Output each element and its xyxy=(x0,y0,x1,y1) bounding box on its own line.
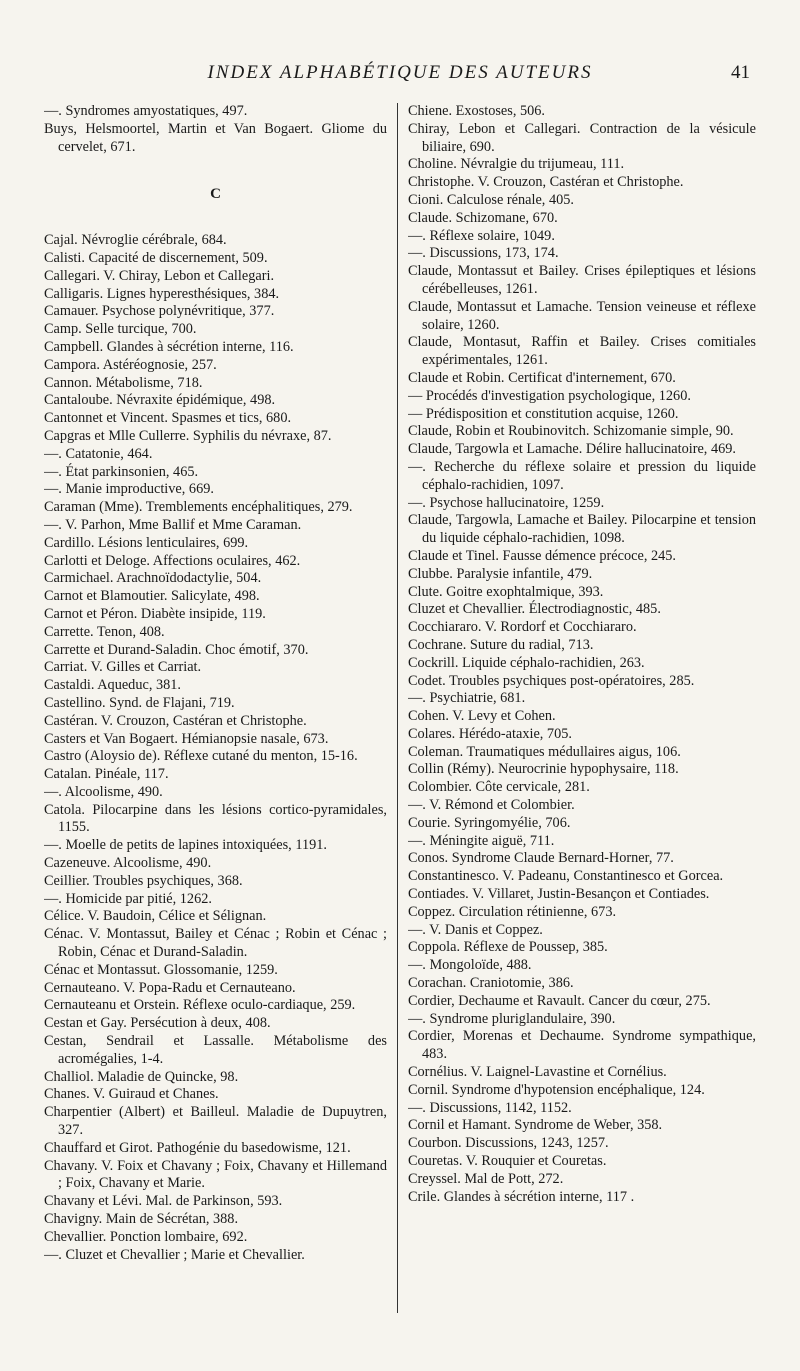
index-entry: Coppez. Circulation rétinienne, 673. xyxy=(408,903,617,920)
index-entry: Cantaloube. Névraxite épidémique, 498. xyxy=(44,392,276,409)
index-entry: — Prédisposition et constitution acquise, 1260. xyxy=(408,405,679,422)
left-top-entries xyxy=(44,103,387,156)
index-entry: Chanes. V. Guiraud et Chanes. xyxy=(44,1086,219,1103)
index-entry: Carriat. V. Gilles et Carriat. xyxy=(44,659,202,676)
index-entry: —. Psychiatrie, 681. xyxy=(408,690,526,707)
index-entry: Chavigny. Main de Sécrétan, 388. xyxy=(44,1211,239,1228)
index-entry: Cantonnet et Vincent. Spasmes et tics, 680. xyxy=(44,410,292,427)
index-entry: Courie. Syringomyélie, 706. xyxy=(408,814,571,831)
right-entries xyxy=(408,103,756,1206)
index-entry: Challiol. Maladie de Quincke, 98. xyxy=(44,1068,239,1085)
index-entry: —. État parkinsonien, 465. xyxy=(44,463,199,480)
index-entry: Carrette et Durand-Saladin. Choc émotif, 370. xyxy=(44,641,309,658)
index-entry: —. Syndrome pluriglandulaire, 390. xyxy=(408,1010,616,1027)
index-entry: —. Homicide par pitié, 1262. xyxy=(44,890,212,907)
index-entry: —. V. Danis et Coppez. xyxy=(408,921,543,938)
index-entry: Carnot et Péron. Diabète insipide, 119. xyxy=(44,605,266,622)
index-entry: Collin (Rémy). Neurocrinie hypophysaire, 118. xyxy=(408,761,679,778)
index-entry: Catola. Pilocarpine dans les lésions cortico-pyramidales, 1155. xyxy=(44,801,387,836)
index-entry: Choline. Névralgie du trijumeau, 111. xyxy=(408,156,625,173)
index-entry: Castellino. Synd. de Flajani, 719. xyxy=(44,694,235,711)
index-entry: Claude, Montasut, Raffin et Bailey. Crises comitiales expérimentales, 1261. xyxy=(408,334,756,369)
index-entry: Cornil et Hamant. Syndrome de Weber, 358. xyxy=(408,1117,663,1134)
index-entry: Ceillier. Troubles psychiques, 368. xyxy=(44,872,243,889)
index-entry: Carlotti et Deloge. Affections oculaires, 462. xyxy=(44,552,301,569)
index-entry: Crile. Glandes à sécrétion interne, 117 . xyxy=(408,1188,635,1205)
index-entry: Cochrane. Suture du radial, 713. xyxy=(408,636,594,653)
index-entry: —. Méningite aiguë, 711. xyxy=(408,832,555,849)
index-entry: Chiene. Exostoses, 506. xyxy=(408,103,546,119)
index-entry: Claude et Robin. Certificat d'internement, 670. xyxy=(408,369,676,386)
index-entry: —. Mongoloïde, 488. xyxy=(408,957,532,974)
index-entry: —. Alcoolisme, 490. xyxy=(44,783,163,800)
index-entry: Cornil. Syndrome d'hypotension encéphalique, 124. xyxy=(408,1081,705,1098)
index-entry: Campbell. Glandes à sécrétion interne, 116. xyxy=(44,338,294,355)
page-header xyxy=(44,62,756,92)
index-entry: Camp. Selle turcique, 700. xyxy=(44,321,197,338)
index-entry: Colares. Hérédo-ataxie, 705. xyxy=(408,725,572,742)
index-entry: Cohen. V. Levy et Cohen. xyxy=(408,708,556,725)
section-letter: C xyxy=(210,186,221,203)
index-entry: Courbon. Discussions, 1243, 1257. xyxy=(408,1135,609,1152)
index-entry: Cioni. Calculose rénale, 405. xyxy=(408,191,574,208)
index-entry: Camauer. Psychose polynévritique, 377. xyxy=(44,303,275,320)
right-column xyxy=(408,103,756,1318)
index-entry: Creyssel. Mal de Pott, 272. xyxy=(408,1170,564,1187)
index-entry: Cajal. Névroglie cérébrale, 684. xyxy=(44,232,227,249)
index-entry: Caraman (Mme). Tremblements encéphalitiques, 279. xyxy=(44,499,353,516)
index-entry: Catalan. Pinéale, 117. xyxy=(44,766,169,783)
index-entry: Cordier, Morenas et Dechaume. Syndrome sympathique, 483. xyxy=(408,1028,756,1063)
index-entry: Chavany. V. Foix et Chavany ; Foix, Chavany et Hillemand ; Foix, Chavany et Marie. xyxy=(44,1157,387,1192)
column-divider xyxy=(397,103,398,1313)
index-entry: Cannon. Métabolisme, 718. xyxy=(44,374,203,391)
page-number: 41 xyxy=(731,62,750,83)
index-entry: Couretas. V. Rouquier et Couretas. xyxy=(408,1153,607,1170)
index-entry: Casters et Van Bogaert. Hémianopsie nasale, 673. xyxy=(44,730,329,747)
index-entry: Calisti. Capacité de discernement, 509. xyxy=(44,249,268,266)
index-entry: Cestan et Gay. Persécution à deux, 408. xyxy=(44,1015,271,1032)
index-entry: Cernauteanu et Orstein. Réflexe oculo-cardiaque, 259. xyxy=(44,997,356,1014)
index-entry: —. Recherche du réflexe solaire et pression du liquide céphalo-rachidien, 1097. xyxy=(408,458,756,493)
index-entry: Cénac et Montassut. Glossomanie, 1259. xyxy=(44,961,278,978)
index-entry: —. Manie improductive, 669. xyxy=(44,481,214,498)
left-entries xyxy=(44,232,387,1264)
index-entry: Claude, Montassut et Bailey. Crises épileptiques et lésions cérébelleuses, 1261. xyxy=(408,263,756,297)
index-entry: Cardillo. Lésions lenticulaires, 699. xyxy=(44,534,249,551)
index-entry: Castro (Aloysio de). Réflexe cutané du menton, 15-16. xyxy=(44,748,358,765)
index-entry: Calligaris. Lignes hyperesthésiques, 384. xyxy=(44,285,280,302)
index-entry: —. Discussions, 1142, 1152. xyxy=(408,1099,572,1116)
index-entry: Capgras et Mlle Cullerre. Syphilis du névraxe, 87. xyxy=(44,427,332,444)
index-entry: Cornélius. V. Laignel-Lavastine et Cornélius. xyxy=(408,1064,667,1081)
index-entry: Carnot et Blamoutier. Salicylate, 498. xyxy=(44,588,260,605)
index-entry: Cluzet et Chevallier. Électrodiagnostic, 485. xyxy=(408,601,661,618)
index-entry: Chavany et Lévi. Mal. de Parkinson, 593. xyxy=(44,1193,283,1210)
index-entry: Claude et Tinel. Fausse démence précoce, 245. xyxy=(408,547,676,564)
index-entry: Coleman. Traumatiques médullaires aigus, 106. xyxy=(408,743,681,760)
index-entry: —. Moelle de petits de lapines intoxiquées, 1191. xyxy=(44,837,327,854)
index-entry: Constantinesco. V. Padeanu, Constantinesco et Gorcea. xyxy=(408,868,724,885)
index-entry: Christophe. V. Crouzon, Castéran et Christophe. xyxy=(408,174,684,191)
index-entry: Claude. Schizomane, 670. xyxy=(408,209,558,226)
index-entry: Campora. Astéréognosie, 257. xyxy=(44,356,217,373)
index-entry: Claude, Robin et Roubinovitch. Schizomanie simple, 90. xyxy=(408,423,734,440)
index-entry: Chevallier. Ponction lombaire, 692. xyxy=(44,1228,248,1245)
index-entry: Conos. Syndrome Claude Bernard-Horner, 77. xyxy=(408,850,674,867)
left-column xyxy=(44,103,387,1318)
index-entry: Cernauteano. V. Popa-Radu et Cernauteano. xyxy=(44,979,296,996)
index-entry: Célice. V. Baudoin, Célice et Sélignan. xyxy=(44,908,267,925)
index-entry: Claude, Targowla et Lamache. Délire hallucinatoire, 469. xyxy=(408,441,736,458)
index-entry: Chauffard et Girot. Pathogénie du basedowisme, 121. xyxy=(44,1139,351,1156)
index-entry: Castaldi. Aqueduc, 381. xyxy=(44,677,181,694)
index-entry: Cazeneuve. Alcoolisme, 490. xyxy=(44,855,212,872)
index-entry: —. Cluzet et Chevallier ; Marie et Chevallier. xyxy=(44,1246,305,1263)
index-entry: Carrette. Tenon, 408. xyxy=(44,623,165,640)
index-entry: Cestan, Sendrail et Lassalle. Métabolisme des acromégalies, 1-4. xyxy=(44,1033,387,1067)
index-entry: Clubbe. Paralysie infantile, 479. xyxy=(408,565,593,582)
index-entry: Codet. Troubles psychiques post-opératoires, 285. xyxy=(408,672,695,689)
index-entry: —. Réflexe solaire, 1049. xyxy=(408,227,555,244)
index-entry: Chiray, Lebon et Callegari. Contraction de la vésicule biliaire, 690. xyxy=(408,120,756,155)
index-entry: Buys, Helsmoortel, Martin et Van Bogaert. Gliome du cervelet, 671. xyxy=(44,120,387,155)
index-entry: —. V. Parhon, Mme Ballif et Mme Caraman. xyxy=(44,516,302,533)
index-entry: Cockrill. Liquide céphalo-rachidien, 263. xyxy=(408,654,645,671)
index-entry: Charpentier (Albert) et Bailleul. Maladie de Dupuytren, 327. xyxy=(44,1104,387,1139)
index-entry: —. Syndromes amyostatiques, 497. xyxy=(44,103,248,119)
index-entry: Corachan. Craniotomie, 386. xyxy=(408,975,574,992)
page-title: INDEX ALPHABÉTIQUE DES AUTEURS xyxy=(207,62,593,83)
index-entry: —. Psychose hallucinatoire, 1259. xyxy=(408,494,605,511)
index-entry: Carmichael. Arachnoïdodactylie, 504. xyxy=(44,570,262,587)
index-entry: Callegari. V. Chiray, Lebon et Callegari. xyxy=(44,267,275,284)
index-entry: —. Catatonie, 464. xyxy=(44,445,153,462)
index-entry: Claude, Targowla, Lamache et Bailey. Pilocarpine et tension du liquide céphalo-rachidien, 1098. xyxy=(408,512,756,547)
index-entry: Cénac. V. Montassut, Bailey et Cénac ; Robin et Cénac ; Robin, Cénac et Durand-Saladin. xyxy=(44,926,387,961)
index-entry: Coppola. Réflexe de Poussep, 385. xyxy=(408,939,608,956)
index-entry: Colombier. Côte cervicale, 281. xyxy=(408,779,590,796)
index-entry: —. V. Rémond et Colombier. xyxy=(408,797,575,814)
index-entry: Clute. Goitre exophtalmique, 393. xyxy=(408,583,604,600)
index-entry: — Procédés d'investigation psychologique, 1260. xyxy=(408,387,691,404)
index-entry: Claude, Montassut et Lamache. Tension veineuse et réflexe solaire, 1260. xyxy=(408,298,756,333)
index-entry: Contiades. V. Villaret, Justin-Besançon et Contiades. xyxy=(408,886,710,903)
index-entry: Castéran. V. Crouzon, Castéran et Christophe. xyxy=(44,712,307,729)
index-entry: Cocchiararo. V. Rordorf et Cocchiararo. xyxy=(408,619,637,636)
index-entry: Cordier, Dechaume et Ravault. Cancer du cœur, 275. xyxy=(408,992,711,1009)
index-entry: —. Discussions, 173, 174. xyxy=(408,245,559,262)
